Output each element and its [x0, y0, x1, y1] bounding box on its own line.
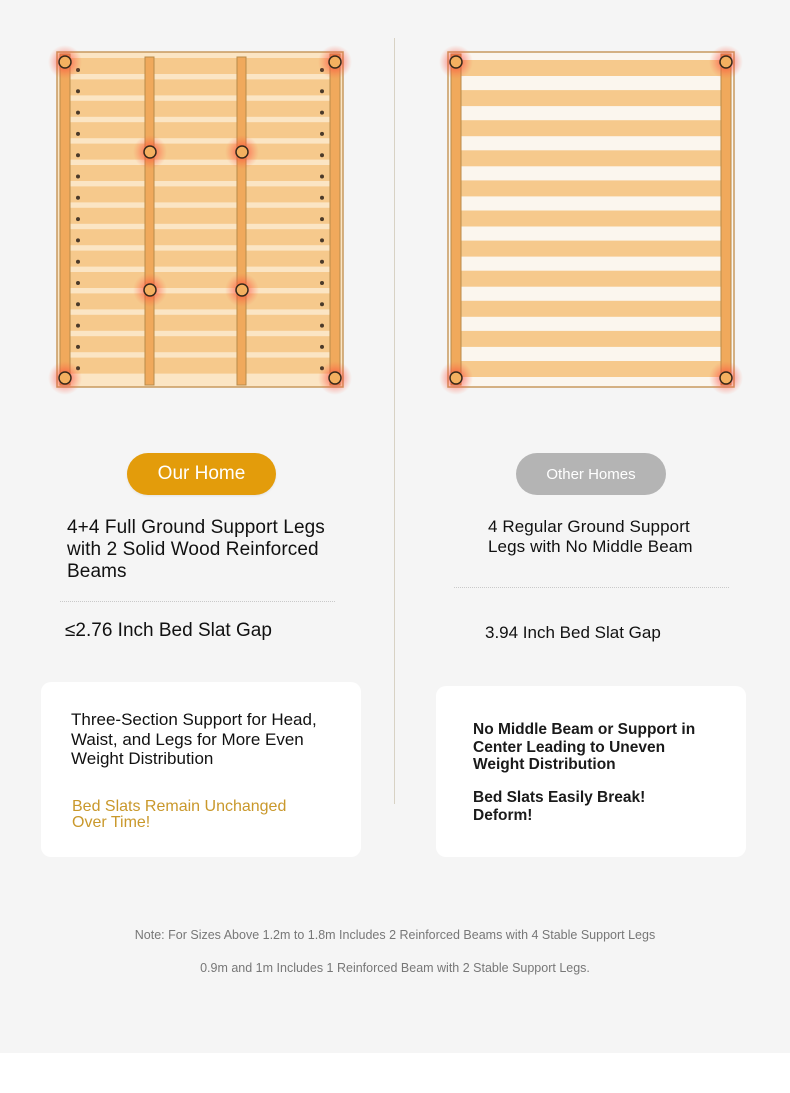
other-drawback-highlight: Bed Slats Easily Break! Deform! [473, 789, 646, 824]
bed-slat [62, 122, 338, 138]
support-leg-marker [225, 135, 259, 169]
screw-dot [320, 281, 324, 285]
bed-slat [62, 58, 338, 74]
bed-slat [62, 79, 338, 95]
screw-dot [320, 175, 324, 179]
bed-slat [62, 293, 338, 309]
screw-dot [320, 302, 324, 306]
bed-slat [62, 336, 338, 352]
screw-dot [320, 260, 324, 264]
support-leg-marker [709, 361, 743, 395]
support-leg-marker [133, 273, 167, 307]
size-note-line-1: Note: For Sizes Above 1.2m to 1.8m Includes 2 Reinforced Beams with 4 Stable Support Legs [134, 928, 656, 942]
our-slat-gap: ≤2.76 Inch Bed Slat Gap [65, 620, 272, 641]
screw-dot [320, 345, 324, 349]
bed-slat [62, 251, 338, 267]
column-divider [394, 38, 395, 804]
support-leg-marker [318, 45, 352, 79]
screw-dot [76, 260, 80, 264]
screw-dot [320, 132, 324, 136]
screw-dot [76, 217, 80, 221]
screw-dot [76, 238, 80, 242]
support-leg-marker [133, 135, 167, 169]
other-homes-badge: Other Homes [516, 453, 666, 495]
screw-dot [76, 281, 80, 285]
bed-slat [62, 272, 338, 288]
bed-slat [62, 101, 338, 117]
bed-slat [453, 301, 729, 317]
support-leg-marker [439, 45, 473, 79]
bed-slat [62, 358, 338, 374]
bed-slat [62, 144, 338, 160]
support-leg-marker [225, 273, 259, 307]
bed-slat [453, 331, 729, 347]
bed-slat [453, 361, 729, 377]
screw-dot [76, 153, 80, 157]
screw-dot [320, 153, 324, 157]
bed-slat [453, 90, 729, 106]
support-leg-marker [48, 361, 82, 395]
our-bed-frame-diagram [40, 40, 360, 410]
bed-slat [62, 186, 338, 202]
screw-dot [76, 324, 80, 328]
other-drawback-text: No Middle Beam or Support in Center Leading to Uneven Weight Distribution [473, 721, 696, 773]
screw-dot [76, 89, 80, 93]
other-bed-frame-diagram [430, 40, 750, 410]
support-leg-marker [439, 361, 473, 395]
support-leg-marker [48, 45, 82, 79]
left-dotted-divider [60, 601, 335, 602]
bed-slat [62, 315, 338, 331]
screw-dot [320, 324, 324, 328]
our-benefit-text: Three-Section Support for Head, Waist, and Legs for More Even Weight Distribution [71, 710, 317, 768]
bed-slat [453, 180, 729, 196]
our-home-badge: Our Home [127, 453, 276, 495]
support-leg-marker [709, 45, 743, 79]
screw-dot [320, 217, 324, 221]
screw-dot [76, 175, 80, 179]
screw-dot [76, 302, 80, 306]
our-slats [62, 58, 338, 374]
our-benefit-card [41, 682, 361, 857]
screw-dot [320, 111, 324, 115]
right-dotted-divider [454, 587, 729, 588]
support-leg-marker [318, 361, 352, 395]
our-support-heading: 4+4 Full Ground Support Legs with 2 Solid Wood Reinforced Beams [67, 517, 325, 582]
bed-slat [453, 211, 729, 227]
screw-dot [76, 132, 80, 136]
bed-slat [453, 241, 729, 257]
bed-slat [62, 229, 338, 245]
screw-dot [76, 111, 80, 115]
screw-dot [320, 89, 324, 93]
bed-slat [453, 271, 729, 287]
screw-dot [76, 345, 80, 349]
size-note-line-2: 0.9m and 1m Includes 1 Reinforced Beam with 2 Stable Support Legs. [200, 961, 590, 975]
screw-dot [320, 196, 324, 200]
screw-dot [76, 196, 80, 200]
bed-slat [62, 165, 338, 181]
our-benefit-highlight: Bed Slats Remain Unchanged Over Time! [72, 798, 287, 831]
bed-slat [453, 150, 729, 166]
bed-slat [453, 120, 729, 136]
other-slat-gap: 3.94 Inch Bed Slat Gap [485, 623, 661, 642]
screw-dot [320, 238, 324, 242]
bed-slat [62, 208, 338, 224]
bed-slat [453, 60, 729, 76]
other-support-heading: 4 Regular Ground Support Legs with No Middle Beam [488, 517, 693, 556]
other-drawback-card [436, 686, 746, 857]
